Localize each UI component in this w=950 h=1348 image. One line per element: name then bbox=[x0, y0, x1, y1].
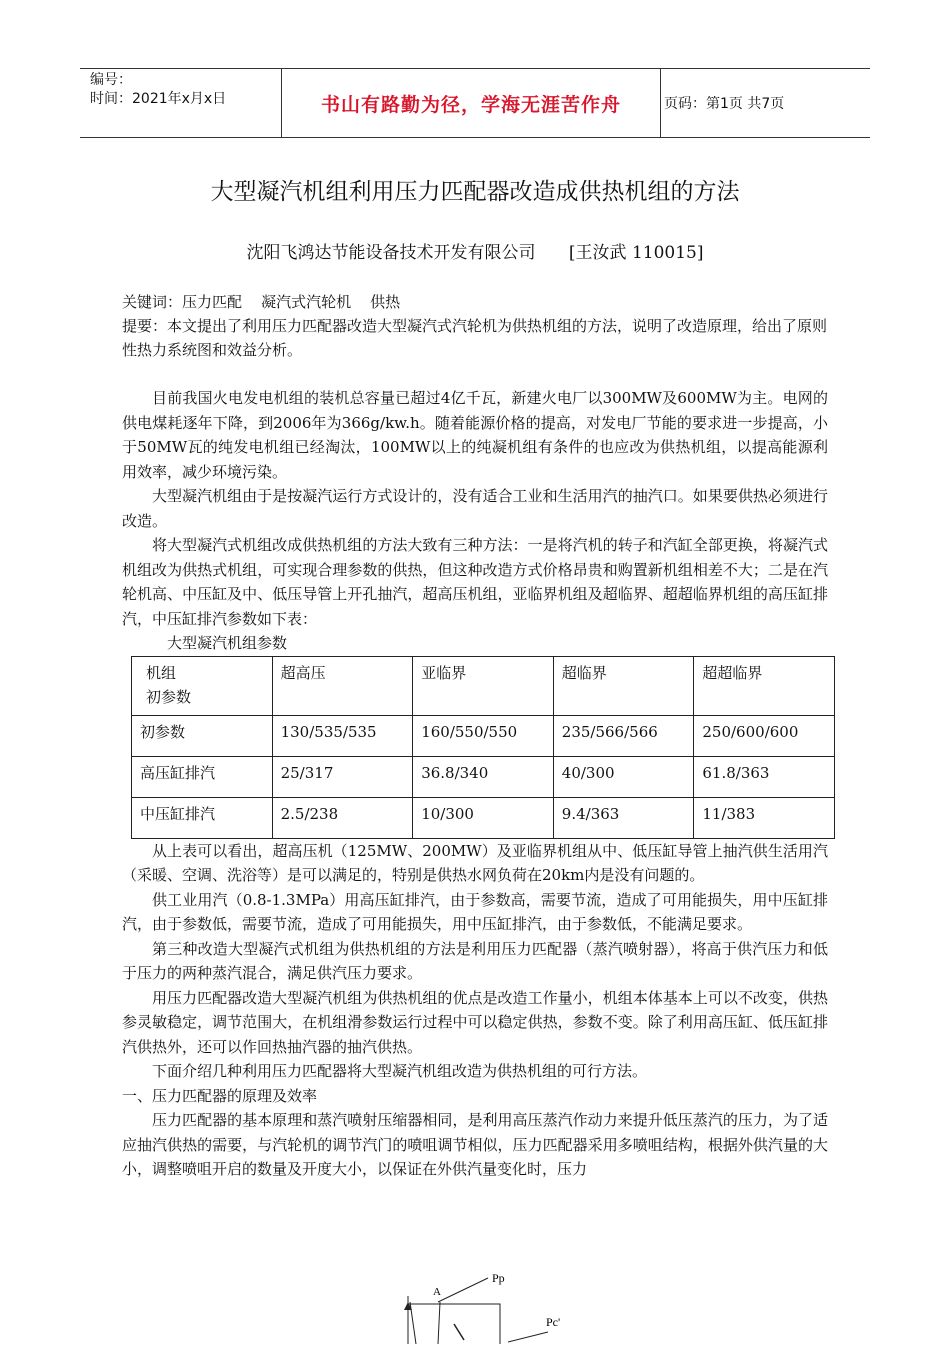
diagram-line bbox=[508, 1332, 548, 1342]
author-name: [王汝武 110015] bbox=[568, 243, 704, 263]
table-cell: 61.8/363 bbox=[694, 756, 835, 797]
diagram-line bbox=[438, 1278, 488, 1302]
table-cell: 高压缸排汽 bbox=[132, 756, 273, 797]
table-header-cell: 机组 初参数 bbox=[132, 656, 273, 715]
table-row bbox=[132, 797, 835, 838]
table-cell: 160/550/550 bbox=[413, 715, 554, 756]
page-header bbox=[80, 68, 870, 138]
table-cell: 2.5/238 bbox=[272, 797, 413, 838]
label-a: A bbox=[433, 1286, 441, 1298]
header-left bbox=[90, 71, 226, 109]
label-pp: Pp bbox=[492, 1271, 505, 1285]
keywords-line bbox=[122, 290, 828, 314]
table-header-cell: 超高压 bbox=[272, 656, 413, 715]
paragraph-4: 从上表可以看出，超高压机（125MW、200MW）及亚临界机组从中、低压缸导管上抽汽供生活用汽（采暖、空调、洗浴等）是可以满足的，特别是供热水网负荷在20km内是没有问题的。 bbox=[122, 841, 828, 884]
paragraph-1: 目前我国火电发电机组的装机总容量已超过4亿千瓦，新建火电厂以300MW及600MW为主。电网的供电煤耗逐年下降，到2006年为366g/kw.h。随着能源价格的提高，对发电厂节能的要求进一步提高，小于50MW瓦的纯发电机组已经淘汰，100MW以上的纯凝机组有条件的也应改为供热机组，以提高能源利用效率，减少环境污染。 bbox=[122, 389, 828, 481]
meta-section bbox=[122, 290, 828, 362]
diagram-line bbox=[438, 1302, 440, 1344]
author-line bbox=[0, 238, 950, 263]
section-heading-1: 一、压力匹配器的原理及效率 bbox=[122, 1086, 318, 1105]
paragraph-9: 压力匹配器的基本原理和蒸汽喷射压缩器相同，是利用高压蒸汽作动力来提升低压蒸汽的压力，为了适应抽汽供热的需要，与汽轮机的调节汽门的喷咀调节相似，压力匹配器采用多喷咀结构，根据外供汽量的大小，调整喷咀开启的数量及开度大小，以保证在外供汽量变化时，压力 bbox=[122, 1111, 828, 1178]
table-cell: 250/600/600 bbox=[694, 715, 835, 756]
table-cell: 235/566/566 bbox=[553, 715, 694, 756]
number-label: 编号： bbox=[90, 72, 132, 88]
paragraph-3: 将大型凝汽式机组改成供热机组的方法大致有三种方法：一是将汽机的转子和汽缸全部更换，将凝汽式机组改为供热式机组，可实现合理参数的供热，但这种改造方式价格昂贵和购置新机组相差不大；二是在汽轮机高、中压缸及中、低压导管上开孔抽汽，超高压机组，亚临界机组及超临界、超超临界机组的高压缸排汽，中压缸排汽参数如下表： bbox=[122, 536, 828, 628]
label-pc: Pc' bbox=[546, 1315, 561, 1329]
parameter-table bbox=[131, 656, 835, 839]
table-header-cell: 超临界 bbox=[553, 656, 694, 715]
table-cell: 9.4/363 bbox=[553, 797, 694, 838]
pressure-diagram bbox=[380, 1262, 600, 1348]
table-cell: 初参数 bbox=[132, 715, 273, 756]
diagram-line bbox=[410, 1302, 416, 1344]
paragraph-5: 供工业用汽（0.8-1.3MPa）用高压缸排汽，由于参数高，需要节流，造成了可用能损失，用中压缸排汽，由于参数低，需要节流，造成了可用能损失，用中压缸排汽，由于参数低，不能满足要求。 bbox=[122, 890, 828, 933]
keywords-label: 关键词： bbox=[122, 293, 183, 311]
table-row bbox=[132, 715, 835, 756]
time-label: 时间：2021年x月x日 bbox=[90, 91, 227, 107]
table-header-row bbox=[132, 656, 835, 715]
paragraph-7: 用压力匹配器改造大型凝汽机组为供热机组的优点是改造工作量小，机组本体基本上可以不改变，供热参灵敏稳定，调节范围大，在机组滑参数运行过程中可以稳定供热，参数不变。除了利用高压缸、低压缸排汽供热外，还可以作回热抽汽器的抽汽供热。 bbox=[122, 988, 828, 1056]
diagram-line bbox=[454, 1324, 464, 1340]
abstract: 本文提出了利用压力匹配器改造大型凝汽式汽轮机为供热机组的方法，说明了改造原理，给出了原则性热力系统图和效益分析。 bbox=[122, 317, 828, 359]
table-caption: 大型凝汽机组参数 bbox=[167, 634, 288, 652]
paragraph-8: 下面介绍几种利用压力匹配器将大型凝汽机组改造为供热机组的可行方法。 bbox=[152, 1062, 648, 1080]
table-cell: 中压缸排汽 bbox=[132, 797, 273, 838]
abstract-label: 提要： bbox=[122, 317, 168, 335]
table-header-cell: 亚临界 bbox=[413, 656, 554, 715]
table-cell: 40/300 bbox=[553, 756, 694, 797]
document-title: 大型凝汽机组利用压力匹配器改造成供热机组的方法 bbox=[210, 179, 740, 205]
table-cell: 130/535/535 bbox=[272, 715, 413, 756]
table-cell: 36.8/340 bbox=[413, 756, 554, 797]
motto: 书山有路勤为径，学海无涯苦作舟 bbox=[281, 69, 661, 137]
abstract-line bbox=[122, 314, 828, 362]
paragraph-6: 第三种改造大型凝汽式机组为供热机组的方法是利用压力匹配器（蒸汽喷射器），将高于供汽压力和低于压力的两种蒸汽混合，满足供汽压力要求。 bbox=[122, 939, 828, 982]
page-info: 页码：第1页 共7页 bbox=[664, 96, 785, 112]
body-text bbox=[122, 386, 828, 1182]
table-cell: 10/300 bbox=[413, 797, 554, 838]
table-row bbox=[132, 756, 835, 797]
keywords: 压力匹配 凝汽式汽轮机 供热 bbox=[182, 293, 401, 311]
diagram-svg bbox=[380, 1262, 600, 1344]
company-name: 沈阳飞鸿达节能设备技术开发有限公司 bbox=[246, 243, 536, 263]
table-header-cell: 超超临界 bbox=[694, 656, 835, 715]
paragraph-2: 大型凝汽机组由于是按凝汽运行方式设计的，没有适合工业和生活用汽的抽汽口。如果要供热必须进行改造。 bbox=[122, 487, 828, 530]
table-cell: 25/317 bbox=[272, 756, 413, 797]
table-cell: 11/383 bbox=[694, 797, 835, 838]
